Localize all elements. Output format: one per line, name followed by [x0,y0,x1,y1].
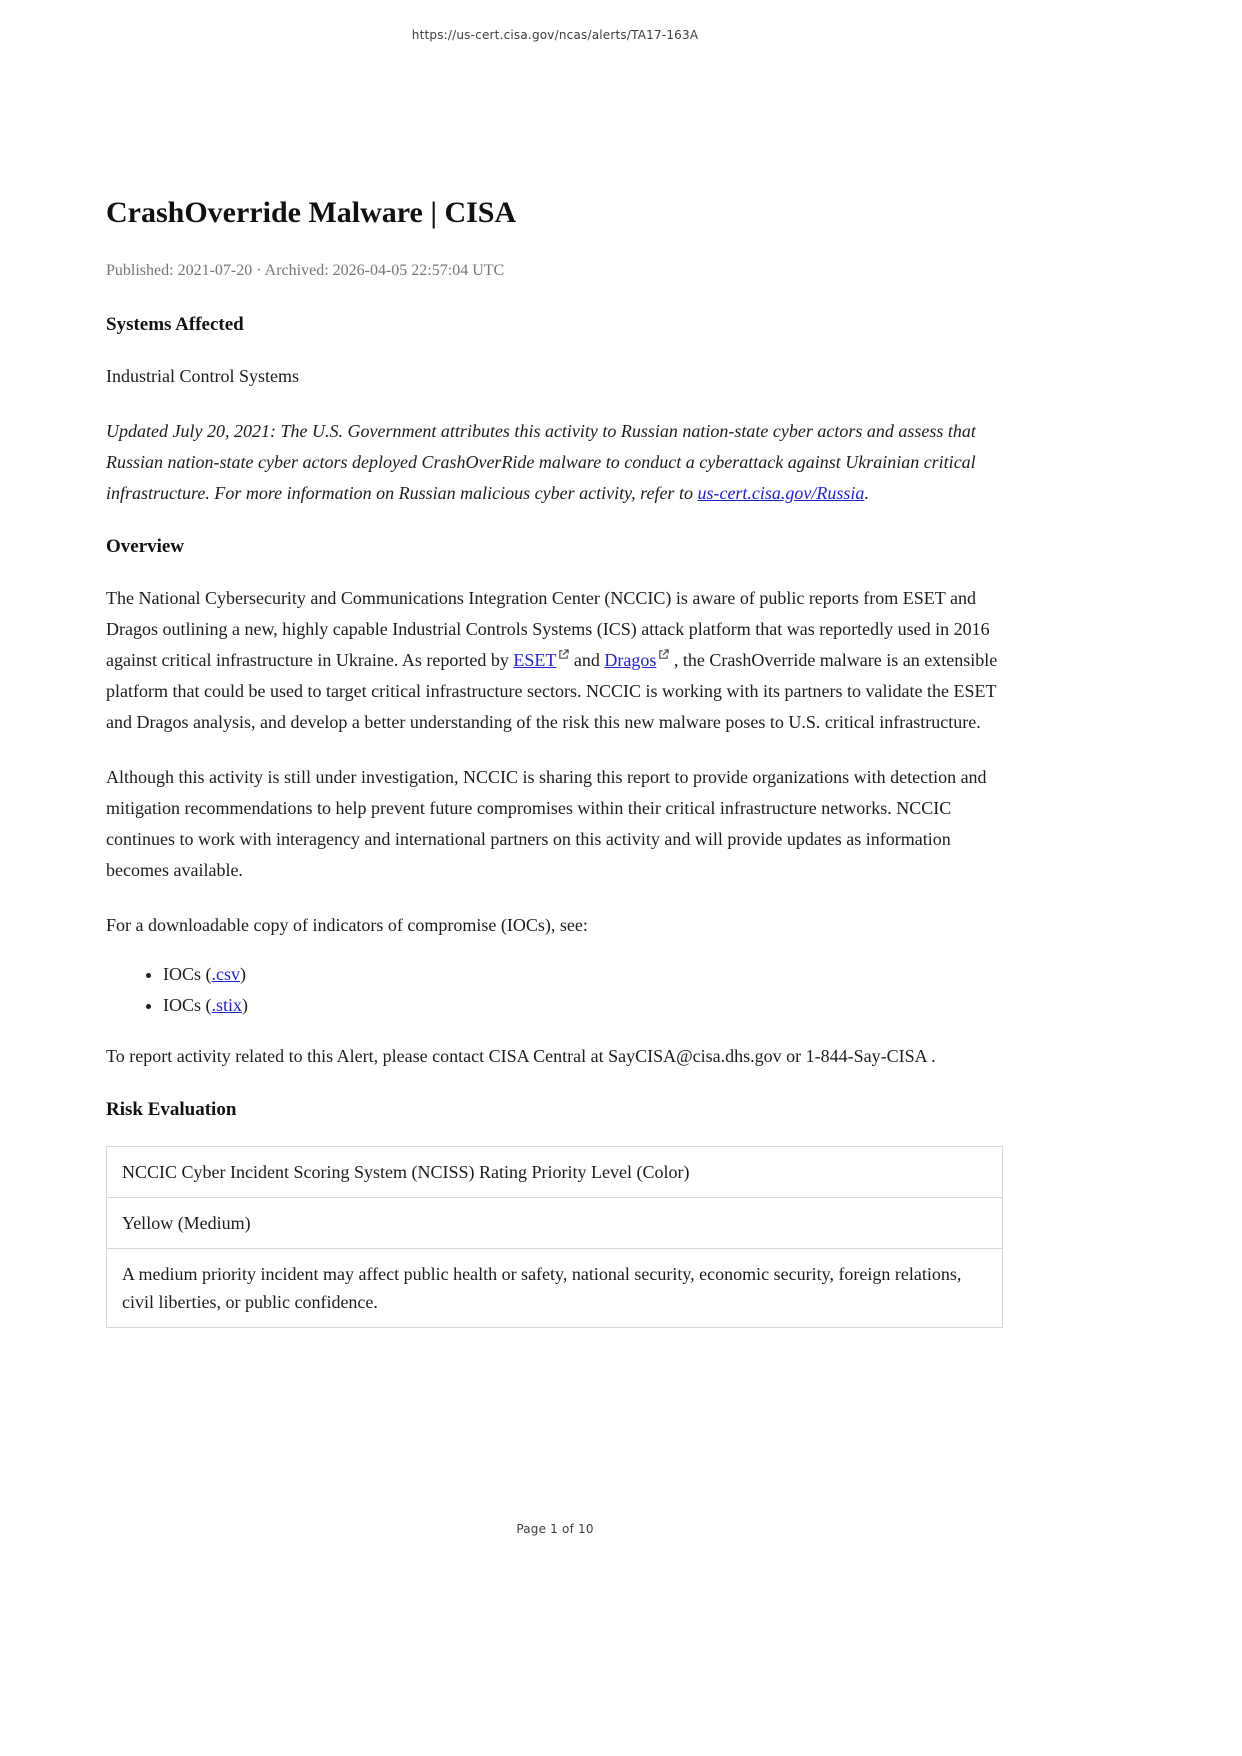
risk-table-cell-rating-description: A medium priority incident may affect public health or safety, national security, economic security, foreign relations, civil liberties, or public confidence. [107,1249,1003,1328]
report-activity-paragraph: To report activity related to this Alert, please contact CISA Central at SayCISA@cisa.dhs.gov or 1-844-Say-CISA . [106,1046,936,1066]
overview-paragraph-2: Although this activity is still under investigation, NCCIC is sharing this report to provide organizations with detection and mitigation recommendations to help prevent future compromises within their critical infrastructure networks. NCCIC continues to work with interagency and international partners on this activity and will provide updates as information becomes available. [106,767,987,880]
update-notice-period: . [864,483,869,503]
overview-p1-text-1: The National Cybersecurity and Communications Integration Center (NCCIC) is aware of public reports from ESET and Dragos outlining a new, highly capable Industrial Controls Systems (ICS) attack platform that was reportedly used in 2016 against critical infrastructure in Ukraine. As reported by [106,588,990,670]
list-item [163,990,1003,1021]
update-notice-text: Updated July 20, 2021: The U.S. Government attributes this activity to Russian nation-state cyber actors and assess that Russian nation-state cyber actors deployed CrashOverRide malware to conduct a cyberattack against Ukrainian critical infrastructure. For more information on Russian malicious cyber activity, refer to [106,421,976,503]
risk-table-cell-rating-label: NCCIC Cyber Incident Scoring System (NCISS) Rating Priority Level (Color) [107,1147,1003,1198]
overview-p1-text-2: and [569,650,605,670]
table-row [107,1147,1003,1198]
ioc-item-text: ) [242,995,249,1015]
print-footer-page-number: Page 1 of 10 [516,1522,594,1536]
ioc-csv-link[interactable]: .csv [211,964,240,984]
overview-p1-text-3: , the CrashOverride malware is an extensible platform that could be used to target critical infrastructure sectors. NCCIC is working with its partners to validate the ESET and Dragos analysis, and develop a better understanding of the risk this new malware poses to U.S. critical infrastructure. [106,650,998,732]
risk-evaluation-table [106,1146,1003,1328]
ioc-list [106,959,1003,1021]
risk-table-cell-rating-value: Yellow (Medium) [107,1198,1003,1249]
ioc-item-text: IOCs ( [163,964,212,984]
page-title: CrashOverride Malware | CISA [106,196,517,229]
dragos-link[interactable]: Dragos [604,650,657,670]
russia-advisory-link[interactable]: us-cert.cisa.gov/Russia [697,483,865,503]
table-row [107,1249,1003,1328]
list-item [163,959,1003,990]
heading-systems-affected: Systems Affected [106,314,244,335]
print-header-url: https://us-cert.cisa.gov/ncas/alerts/TA17-163A [411,28,699,42]
ioc-item-text: ) [240,964,246,984]
update-notice-paragraph [106,416,1003,509]
external-link-icon [558,649,569,660]
external-link-icon [658,649,669,660]
overview-paragraph-1 [106,583,1003,738]
downloads-intro-paragraph: For a downloadable copy of indicators of compromise (IOCs), see: [106,915,588,935]
table-row [107,1198,1003,1249]
ioc-stix-link[interactable]: .stix [211,995,243,1015]
systems-affected-text: Industrial Control Systems [106,366,299,386]
published-archived-meta: Published: 2021-07-20 · Archived: 2026-04-05 22:57:04 UTC [106,262,505,279]
article-content [106,0,1003,1328]
eset-link[interactable]: ESET [513,650,557,670]
ioc-item-text: IOCs ( [163,995,212,1015]
heading-overview: Overview [106,536,185,557]
heading-risk-evaluation: Risk Evaluation [106,1099,237,1120]
